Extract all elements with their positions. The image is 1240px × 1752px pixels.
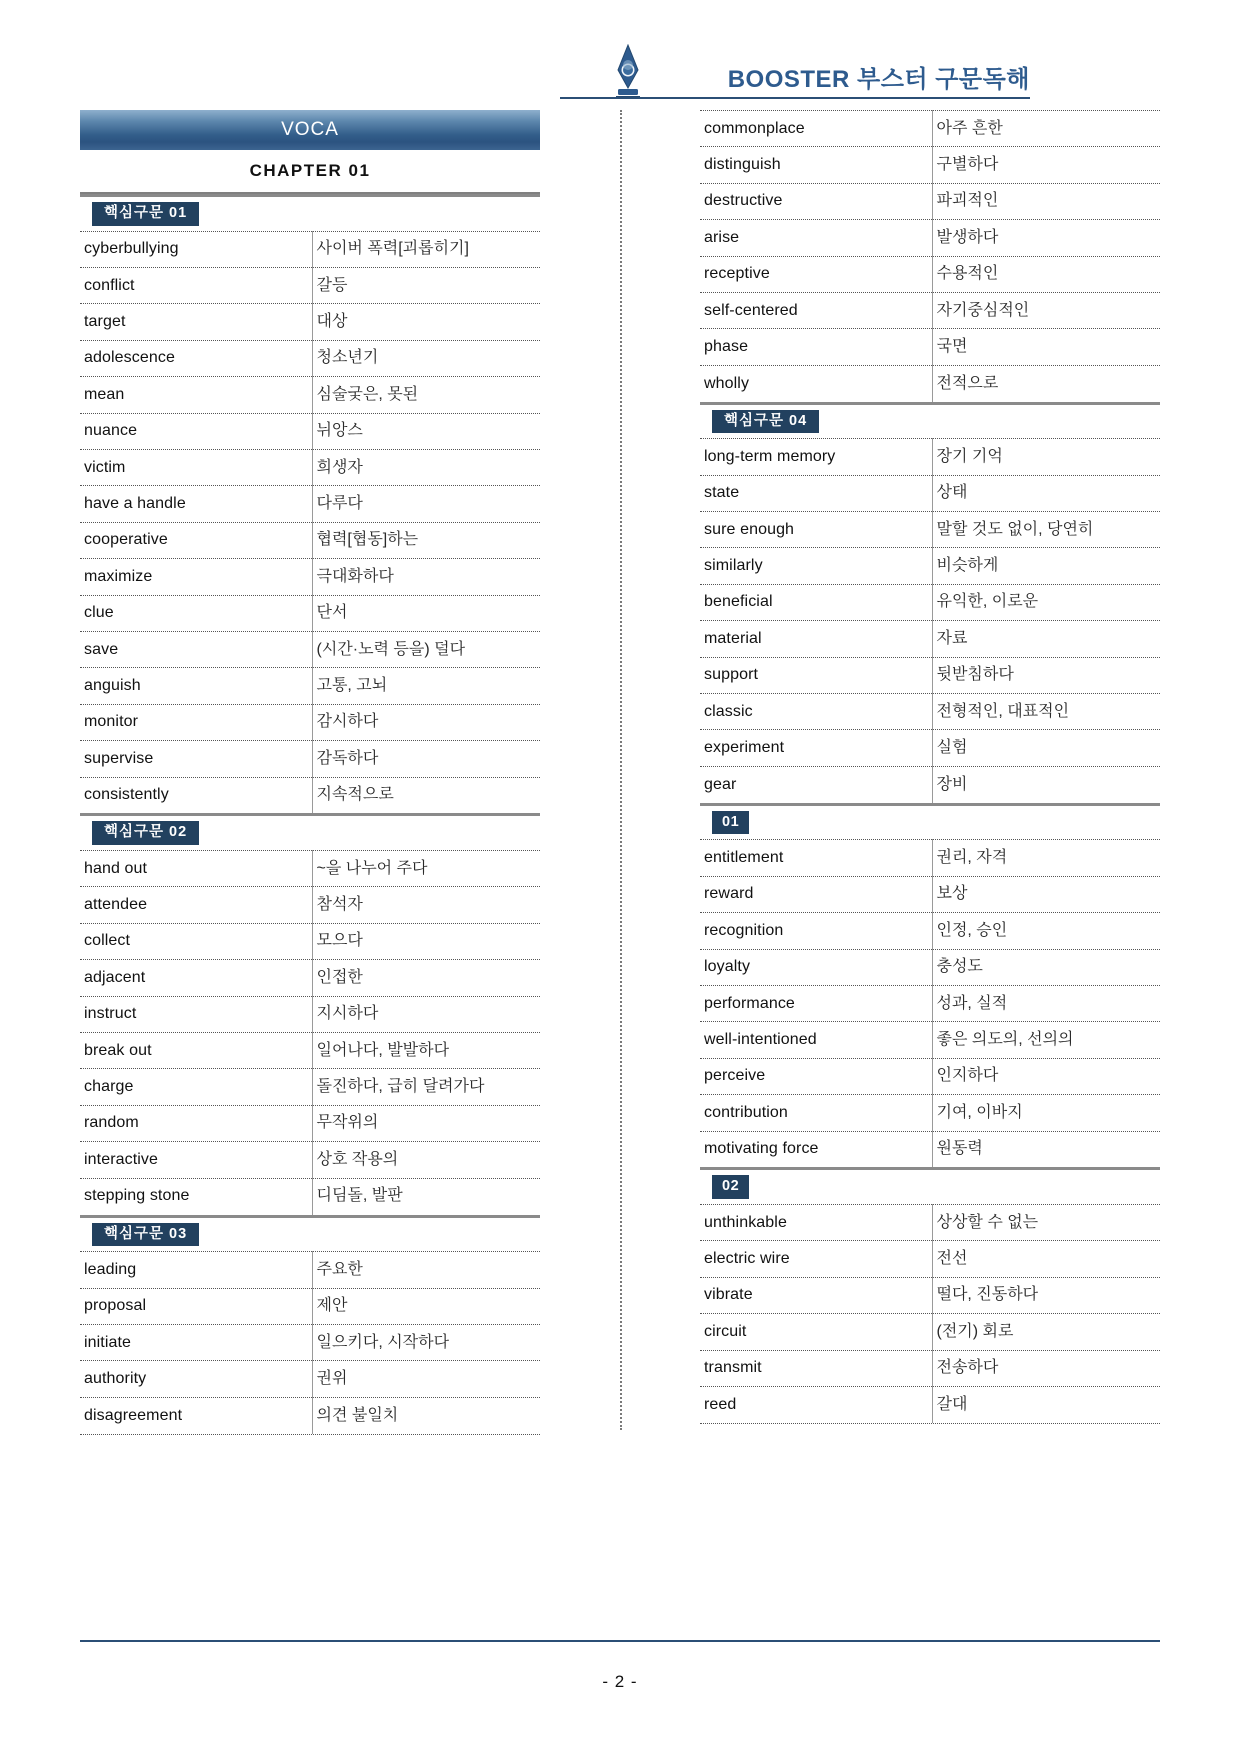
vocab-row — [700, 475, 1160, 511]
vocab-row — [80, 887, 540, 923]
vocab-row — [700, 220, 1160, 256]
vocab-word-en: instruct — [80, 996, 312, 1032]
vocab-word-en: recognition — [700, 913, 932, 949]
vocab-word-en: cooperative — [80, 522, 312, 558]
vocab-section — [700, 803, 1160, 1168]
vocab-word-en: stepping stone — [80, 1178, 312, 1214]
vocab-word-en: adjacent — [80, 960, 312, 996]
vocab-word-en: conflict — [80, 268, 312, 304]
vocab-section — [80, 813, 540, 1214]
vocab-word-en: supervise — [80, 741, 312, 777]
section-badge: 핵심구문 02 — [92, 821, 199, 845]
vocab-word-en: receptive — [700, 256, 932, 292]
vocab-row — [80, 741, 540, 777]
section-badge-wrap — [700, 806, 1160, 840]
vocab-word-en: commonplace — [700, 111, 932, 147]
vocab-meaning-ko: 무작위의 — [312, 1105, 540, 1141]
vocab-row — [700, 949, 1160, 985]
vocab-meaning-ko: 모으다 — [312, 923, 540, 959]
vocab-word-en: anguish — [80, 668, 312, 704]
vocab-word-en: classic — [700, 694, 932, 730]
vocab-row — [80, 1142, 540, 1178]
vocab-word-en: performance — [700, 985, 932, 1021]
vocab-meaning-ko: 일으키다, 시작하다 — [312, 1324, 540, 1360]
vocab-word-en: destructive — [700, 183, 932, 219]
vocab-meaning-ko: 전선 — [932, 1241, 1160, 1277]
vocab-meaning-ko: 갈등 — [312, 268, 540, 304]
vocab-meaning-ko: 권위 — [312, 1361, 540, 1397]
vocab-table — [80, 850, 540, 1214]
voca-banner-title: VOCA — [281, 119, 339, 140]
vocab-meaning-ko: 권리, 자격 — [932, 840, 1160, 876]
vocab-table — [700, 110, 1160, 402]
vocab-meaning-ko: 일어나다, 발발하다 — [312, 1033, 540, 1069]
vocab-row — [80, 1069, 540, 1105]
column-divider — [620, 110, 622, 1430]
vocab-meaning-ko: 구별하다 — [932, 147, 1160, 183]
vocab-word-en: charge — [80, 1069, 312, 1105]
vocab-word-en: similarly — [700, 548, 932, 584]
vocab-meaning-ko: 주요한 — [312, 1252, 540, 1288]
vocab-row — [700, 183, 1160, 219]
vocab-row — [80, 1288, 540, 1324]
vocab-meaning-ko: 말할 것도 없이, 당연히 — [932, 512, 1160, 548]
vocab-row — [700, 913, 1160, 949]
vocab-word-en: break out — [80, 1033, 312, 1069]
vocab-meaning-ko: 아주 흔한 — [932, 111, 1160, 147]
section-badge: 02 — [712, 1175, 749, 1199]
vocab-word-en: motivating force — [700, 1131, 932, 1167]
vocab-section — [700, 110, 1160, 402]
vocab-section — [700, 402, 1160, 803]
page-header — [560, 40, 1030, 102]
vocab-row — [700, 1350, 1160, 1386]
brand-title: BOOSTER 부스터 구문독해 — [727, 66, 1030, 93]
vocab-meaning-ko: 뉘앙스 — [312, 413, 540, 449]
vocab-row — [700, 766, 1160, 802]
vocab-table — [700, 1204, 1160, 1423]
vocab-row — [80, 631, 540, 667]
vocabulary-columns — [80, 110, 1160, 1430]
vocab-row — [700, 292, 1160, 328]
header-divider — [560, 97, 1030, 99]
vocab-row — [700, 1387, 1160, 1423]
vocab-word-en: wholly — [700, 365, 932, 401]
vocab-meaning-ko: 성과, 실적 — [932, 985, 1160, 1021]
vocab-word-en: nuance — [80, 413, 312, 449]
vocab-row — [700, 1022, 1160, 1058]
vocab-meaning-ko: 사이버 폭력[괴롭히기] — [312, 231, 540, 267]
vocab-row — [80, 231, 540, 267]
section-end-divider — [80, 1434, 540, 1435]
vocab-table — [700, 438, 1160, 802]
vocab-row — [80, 1033, 540, 1069]
section-badge-wrap — [700, 405, 1160, 439]
vocab-meaning-ko: 협력[협동]하는 — [312, 522, 540, 558]
vocab-word-en: arise — [700, 220, 932, 256]
vocab-row — [700, 584, 1160, 620]
vocab-row — [80, 268, 540, 304]
vocab-row — [700, 1314, 1160, 1350]
vocab-meaning-ko: 기여, 이바지 — [932, 1095, 1160, 1131]
vocab-word-en: attendee — [80, 887, 312, 923]
vocab-meaning-ko: 충성도 — [932, 949, 1160, 985]
page-number: - 2 - — [602, 1672, 638, 1691]
vocab-word-en: leading — [80, 1252, 312, 1288]
vocab-meaning-ko: 장비 — [932, 766, 1160, 802]
vocab-row — [700, 730, 1160, 766]
vocab-section — [80, 194, 540, 813]
vocab-meaning-ko: 원동력 — [932, 1131, 1160, 1167]
vocab-meaning-ko: 유익한, 이로운 — [932, 584, 1160, 620]
vocab-word-en: beneficial — [700, 584, 932, 620]
vocab-meaning-ko: 자료 — [932, 621, 1160, 657]
vocab-row — [80, 377, 540, 413]
vocab-meaning-ko: 전적으로 — [932, 365, 1160, 401]
vocab-row — [80, 851, 540, 887]
vocab-row — [700, 548, 1160, 584]
vocab-meaning-ko: 심술궂은, 못된 — [312, 377, 540, 413]
vocab-meaning-ko: 국면 — [932, 329, 1160, 365]
vocab-meaning-ko: 고통, 고뇌 — [312, 668, 540, 704]
vocab-word-en: sure enough — [700, 512, 932, 548]
vocab-meaning-ko: 청소년기 — [312, 340, 540, 376]
vocab-meaning-ko: ~을 나누어 주다 — [312, 851, 540, 887]
vocab-word-en: entitlement — [700, 840, 932, 876]
vocab-row — [700, 329, 1160, 365]
vocab-row — [700, 1205, 1160, 1241]
vocab-row — [80, 522, 540, 558]
vocab-row — [700, 512, 1160, 548]
section-badge: 핵심구문 01 — [92, 202, 199, 226]
vocab-meaning-ko: 상호 작용의 — [312, 1142, 540, 1178]
vocab-word-en: support — [700, 657, 932, 693]
vocab-word-en: perceive — [700, 1058, 932, 1094]
vocab-row — [80, 996, 540, 1032]
section-badge-wrap — [80, 816, 540, 850]
vocab-meaning-ko: 뒷받침하다 — [932, 657, 1160, 693]
vocab-meaning-ko: 발생하다 — [932, 220, 1160, 256]
vocab-word-en: clue — [80, 595, 312, 631]
section-badge: 핵심구문 04 — [712, 410, 819, 434]
vocab-word-en: gear — [700, 766, 932, 802]
vocab-word-en: maximize — [80, 559, 312, 595]
right-column — [700, 110, 1160, 1430]
vocab-table — [80, 1251, 540, 1433]
vocab-row — [80, 1105, 540, 1141]
vocab-word-en: distinguish — [700, 147, 932, 183]
vocab-row — [80, 777, 540, 813]
vocab-word-en: reward — [700, 876, 932, 912]
vocab-word-en: material — [700, 621, 932, 657]
vocab-row — [80, 1324, 540, 1360]
vocab-row — [700, 1277, 1160, 1313]
vocab-meaning-ko: 희생자 — [312, 450, 540, 486]
vocab-meaning-ko: 디딤돌, 발판 — [312, 1178, 540, 1214]
vocab-meaning-ko: 떨다, 진동하다 — [932, 1277, 1160, 1313]
vocab-row — [80, 595, 540, 631]
vocab-word-en: reed — [700, 1387, 932, 1423]
vocab-row — [80, 559, 540, 595]
vocab-row — [700, 439, 1160, 475]
vocab-meaning-ko: 장기 기억 — [932, 439, 1160, 475]
vocab-word-en: disagreement — [80, 1397, 312, 1433]
vocab-word-en: monitor — [80, 704, 312, 740]
chapter-title: CHAPTER 01 — [249, 161, 371, 180]
vocab-word-en: well-intentioned — [700, 1022, 932, 1058]
vocab-row — [80, 923, 540, 959]
section-badge-wrap — [80, 1218, 540, 1252]
vocab-word-en: target — [80, 304, 312, 340]
vocab-meaning-ko: 감시하다 — [312, 704, 540, 740]
vocab-word-en: phase — [700, 329, 932, 365]
section-badge-wrap — [80, 197, 540, 231]
vocab-meaning-ko: 상태 — [932, 475, 1160, 511]
vocab-word-en: authority — [80, 1361, 312, 1397]
vocab-row — [700, 840, 1160, 876]
vocab-row — [700, 256, 1160, 292]
vocab-word-en: experiment — [700, 730, 932, 766]
vocab-row — [700, 621, 1160, 657]
vocab-word-en: long-term memory — [700, 439, 932, 475]
vocab-word-en: unthinkable — [700, 1205, 932, 1241]
vocab-meaning-ko: 상상할 수 없는 — [932, 1205, 1160, 1241]
vocab-row — [700, 147, 1160, 183]
vocab-word-en: circuit — [700, 1314, 932, 1350]
vocab-row — [80, 1252, 540, 1288]
vocab-meaning-ko: 파괴적인 — [932, 183, 1160, 219]
vocab-meaning-ko: 좋은 의도의, 선의의 — [932, 1022, 1160, 1058]
vocab-row — [80, 486, 540, 522]
vocab-word-en: consistently — [80, 777, 312, 813]
vocab-word-en: adolescence — [80, 340, 312, 376]
vocab-row — [80, 704, 540, 740]
vocab-section — [80, 1215, 540, 1435]
vocab-section — [700, 1167, 1160, 1424]
vocab-word-en: electric wire — [700, 1241, 932, 1277]
vocab-word-en: contribution — [700, 1095, 932, 1131]
vocab-meaning-ko: 갈대 — [932, 1387, 1160, 1423]
vocab-word-en: vibrate — [700, 1277, 932, 1313]
vocab-meaning-ko: 극대화하다 — [312, 559, 540, 595]
vocab-word-en: victim — [80, 450, 312, 486]
vocab-meaning-ko: 참석자 — [312, 887, 540, 923]
vocab-meaning-ko: (전기) 회로 — [932, 1314, 1160, 1350]
vocab-word-en: interactive — [80, 1142, 312, 1178]
voca-banner — [80, 110, 540, 150]
vocab-row — [700, 1241, 1160, 1277]
vocab-table — [700, 839, 1160, 1167]
vocab-word-en: collect — [80, 923, 312, 959]
section-badge: 01 — [712, 811, 749, 835]
vocab-row — [80, 1397, 540, 1433]
vocab-word-en: cyberbullying — [80, 231, 312, 267]
vocab-meaning-ko: 전형적인, 대표적인 — [932, 694, 1160, 730]
vocab-row — [700, 1058, 1160, 1094]
vocab-row — [700, 657, 1160, 693]
left-column — [80, 110, 540, 1430]
section-end-divider — [700, 1423, 1160, 1424]
vocab-meaning-ko: 실험 — [932, 730, 1160, 766]
vocab-word-en: random — [80, 1105, 312, 1141]
vocab-meaning-ko: 지속적으로 — [312, 777, 540, 813]
vocab-word-en: hand out — [80, 851, 312, 887]
vocab-word-en: self-centered — [700, 292, 932, 328]
vocab-meaning-ko: 보상 — [932, 876, 1160, 912]
vocab-meaning-ko: 돌진하다, 급히 달려가다 — [312, 1069, 540, 1105]
vocab-row — [80, 450, 540, 486]
vocab-table — [80, 231, 540, 814]
vocab-meaning-ko: 제안 — [312, 1288, 540, 1324]
vocab-meaning-ko: 인접한 — [312, 960, 540, 996]
vocab-row — [80, 340, 540, 376]
vocab-word-en: initiate — [80, 1324, 312, 1360]
vocab-meaning-ko: 지시하다 — [312, 996, 540, 1032]
vocab-row — [80, 413, 540, 449]
vocab-word-en: save — [80, 631, 312, 667]
footer-divider — [80, 1640, 1160, 1642]
vocab-meaning-ko: 수용적인 — [932, 256, 1160, 292]
vocab-meaning-ko: 감독하다 — [312, 741, 540, 777]
vocab-meaning-ko: 자기중심적인 — [932, 292, 1160, 328]
vocab-meaning-ko: 인지하다 — [932, 1058, 1160, 1094]
vocab-row — [700, 111, 1160, 147]
fountain-pen-nib-icon — [608, 44, 648, 102]
vocab-word-en: mean — [80, 377, 312, 413]
vocab-word-en: state — [700, 475, 932, 511]
vocab-meaning-ko: 다루다 — [312, 486, 540, 522]
vocab-meaning-ko: 인정, 승인 — [932, 913, 1160, 949]
vocab-row — [80, 1361, 540, 1397]
vocab-row — [700, 694, 1160, 730]
vocab-meaning-ko: 단서 — [312, 595, 540, 631]
vocab-row — [700, 365, 1160, 401]
vocab-word-en: loyalty — [700, 949, 932, 985]
vocab-word-en: have a handle — [80, 486, 312, 522]
vocab-meaning-ko: 의견 불일치 — [312, 1397, 540, 1433]
vocab-row — [80, 668, 540, 704]
vocab-meaning-ko: 비슷하게 — [932, 548, 1160, 584]
vocab-word-en: proposal — [80, 1288, 312, 1324]
vocab-row — [80, 960, 540, 996]
vocab-row — [700, 1095, 1160, 1131]
vocab-meaning-ko: 대상 — [312, 304, 540, 340]
section-badge-wrap — [700, 1170, 1160, 1204]
vocab-row — [80, 1178, 540, 1214]
vocab-row — [700, 985, 1160, 1021]
vocab-word-en: transmit — [700, 1350, 932, 1386]
vocab-meaning-ko: 전송하다 — [932, 1350, 1160, 1386]
column-gap — [540, 110, 700, 1430]
vocab-meaning-ko: (시간·노력 등을) 덜다 — [312, 631, 540, 667]
vocab-row — [80, 304, 540, 340]
vocab-row — [700, 876, 1160, 912]
section-badge: 핵심구문 03 — [92, 1223, 199, 1247]
vocab-row — [700, 1131, 1160, 1167]
